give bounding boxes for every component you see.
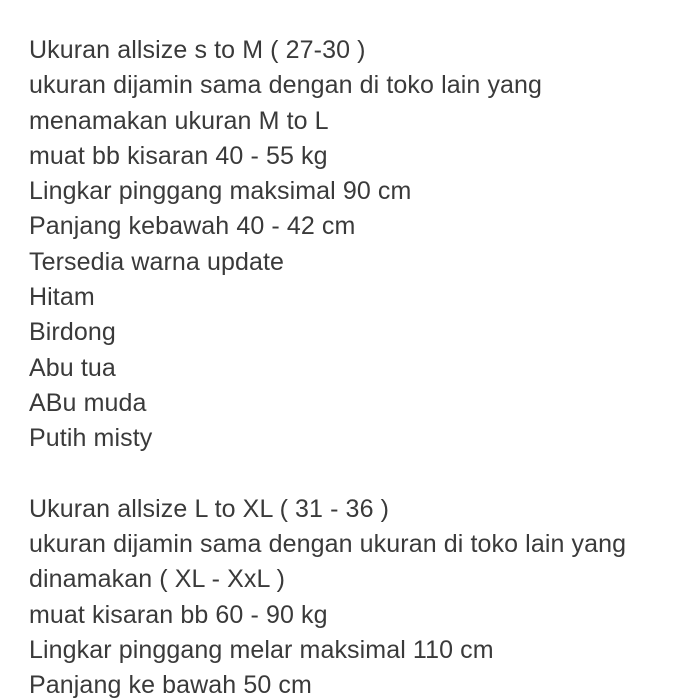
length-line: Panjang kebawah 40 - 42 cm	[29, 212, 356, 241]
size-guarantee-line: ukuran dijamin sama dengan di toko lain yang	[29, 71, 543, 100]
color-option-abu-muda: ABu muda	[29, 388, 147, 417]
size-guarantee-line-cont: menamakan ukuran M to L	[29, 106, 329, 135]
waist-line-2: Lingkar pinggang melar maksimal 110 cm	[29, 636, 494, 665]
length-line-2: Panjang ke bawah 50 cm	[29, 671, 312, 700]
color-option-hitam: Hitam	[29, 283, 95, 312]
color-option-abu-tua: Abu tua	[29, 353, 116, 382]
size-guarantee-line-2-cont: dinamakan ( XL - XxL )	[29, 565, 286, 594]
section-divider-gap	[29, 457, 689, 492]
size-l-to-xl-heading: Ukuran allsize L to XL ( 31 - 36 )	[29, 494, 390, 523]
colors-available-line: Tersedia warna update	[29, 247, 285, 276]
size-guarantee-line-2: ukuran dijamin sama dengan ukuran di toko lain yang	[29, 530, 627, 559]
weight-range-line-2: muat kisaran bb 60 - 90 kg	[29, 600, 328, 629]
color-option-birdong: Birdong	[29, 318, 116, 347]
product-description-text	[29, 33, 689, 700]
color-option-putih-misty: Putih misty	[29, 424, 153, 453]
weight-range-line: muat bb kisaran 40 - 55 kg	[29, 141, 328, 170]
waist-line: Lingkar pinggang maksimal 90 cm	[29, 177, 412, 206]
size-s-to-m-heading: Ukuran allsize s to M ( 27-30 )	[29, 36, 366, 64]
